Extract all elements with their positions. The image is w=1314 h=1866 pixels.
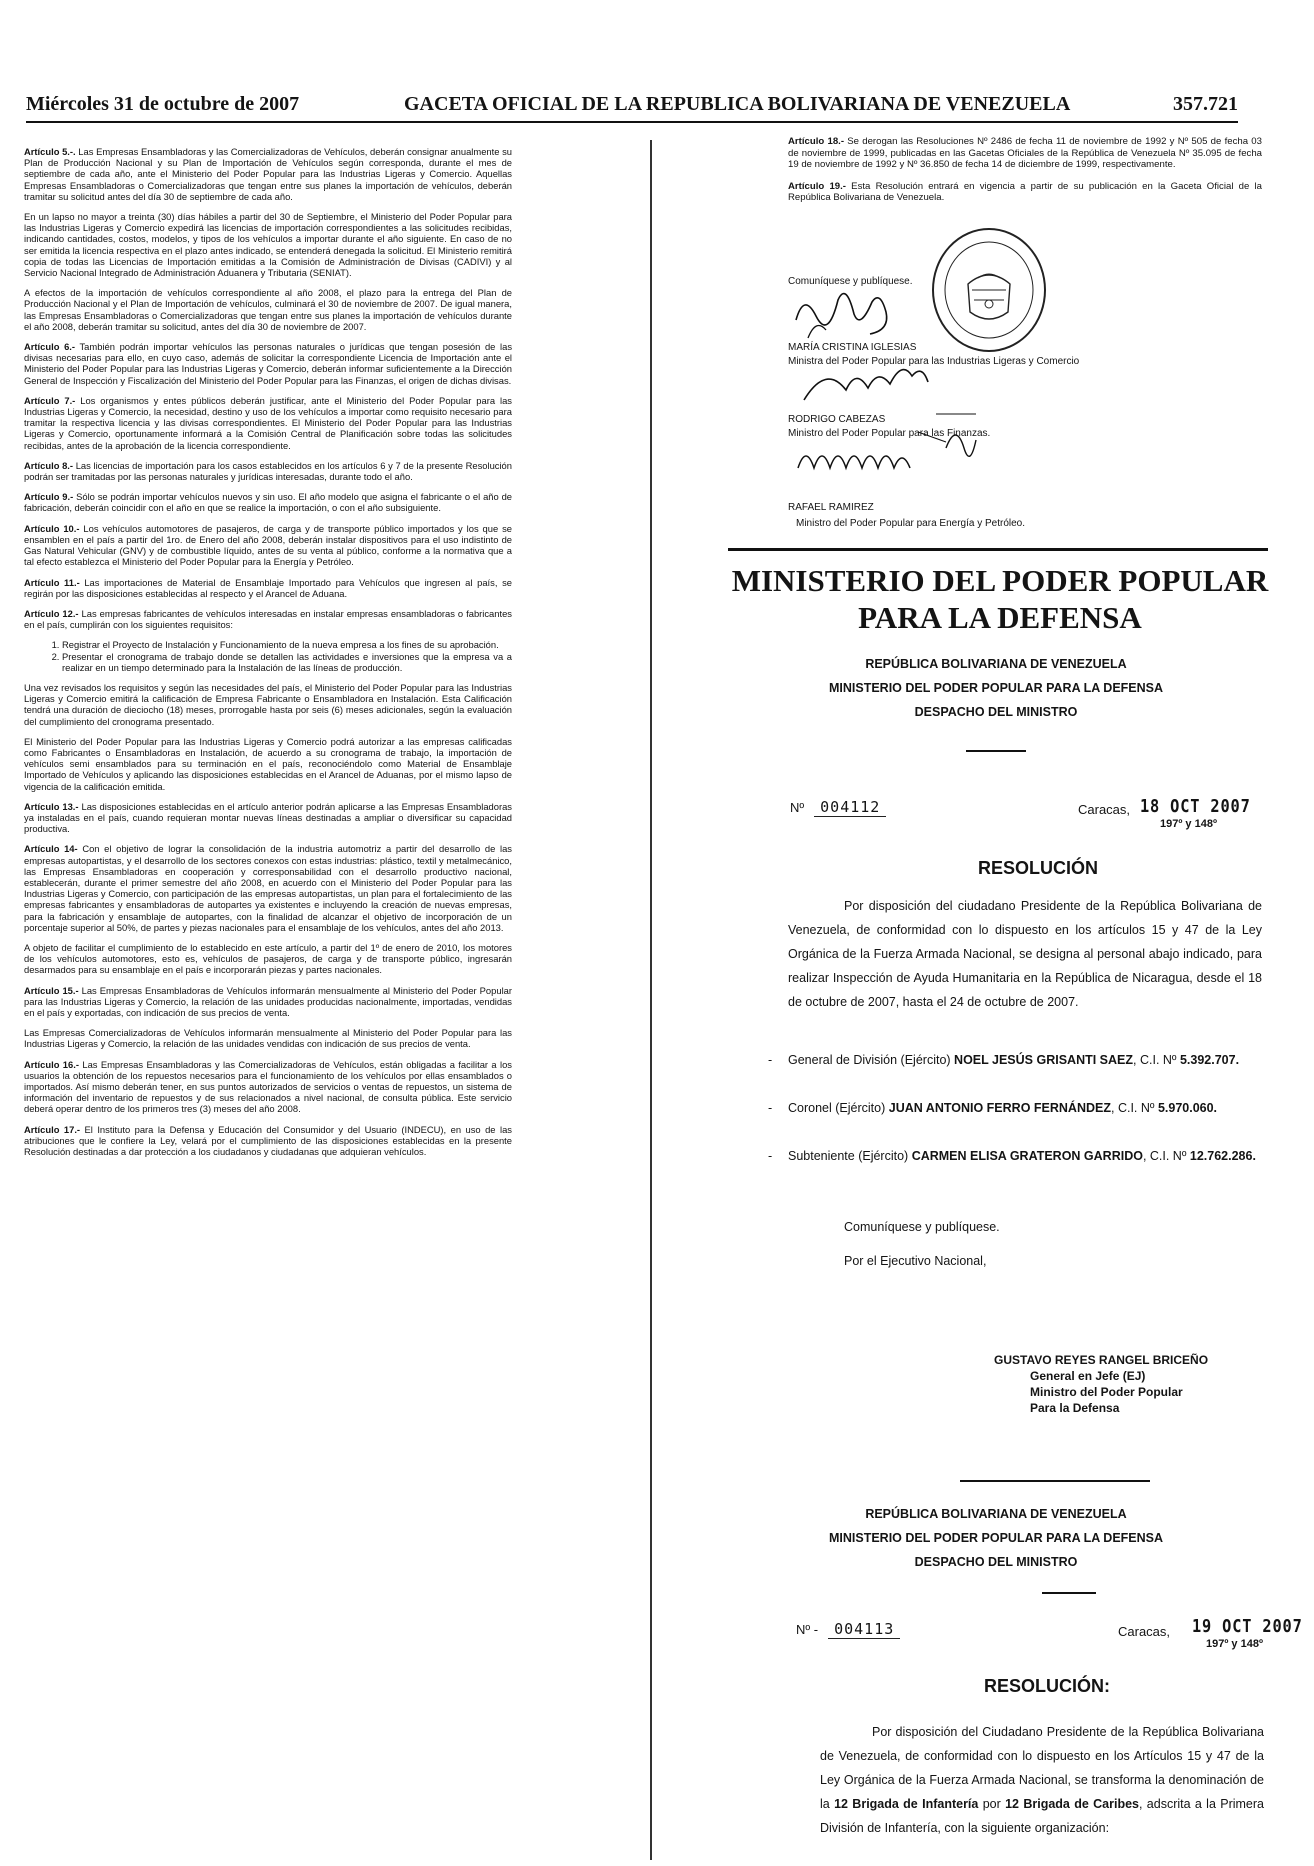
paragraph-2008: A efectos de la importación de vehículos correspondiente al año 2008, el plazo para la entrega del Plan de Producción Nacional y el Plan de Importación de vehículos, culminará el 30 de noviembre de 2007. De igual manera, las Empresas Ensambladoras o Comercializadoras que tengan entre sus planes la importación de vehículos durante el año 2008, deberán tramitar su solicitud, antes del día 30 de noviembre de 2007. [24,287,512,332]
res2-heading [746,1502,1246,1574]
article-8: Artículo 8.- Las licencias de importación para los casos establecidos en los artículos 6 y 7 de la presente Resolución podrán ser tramitadas por las personas naturales y jurídicas interesadas, durante todo el año. [24,459,512,483]
res1-number [790,798,886,817]
article-17: Artículo 17.- El Instituto para la Defensa y Educación del Consumidor y del Usuario (INDECU), en uso de las atribuciones que le confiere la Ley, velará por el cumplimiento de las disposiciones establecidas en la presente Resolución destinadas a dar protección a los ciudadanos y ciudadanas que adquieran vehículos. [24,1123,512,1158]
header-page-number: 357.721 [1173,93,1238,115]
res1-republic: REPÚBLICA BOLIVARIANA DE VENEZUELA [865,657,1127,671]
res1-years: 197º y 148º [1160,818,1217,830]
article-14: Artículo 14- Con el objetivo de lograr la consolidación de la industria automotriz a partir del desarrollo de las empresas autopartistas, y el desarrollo de los sectores conexos con estas industrias: plástico, textil y metalmecánico, las Empresas Ensambladoras en cooperación y corresponsabilidad con el desarrollo productivo nacional, establecerán, durante el primer semestre del año 2008, en acuerdo con el Ministerio del Poder Popular para las Industrias Ligeras y Comercio, con participación de las empresas autopartistas, un plan para el fortalecimiento de las empresas fabricantes y ensambladoras de autopartes ya existentes e incluyendo la creación de nuevas empresas, para la fabricación y ensamblaje de autopartes, con la finalidad de alcanzar el objetivo de incorporación de un porcentaje superior al 50%, de partes y piezas nacionales para el ensamblaje de los vehículos, antes del año 2013. [24,843,512,933]
signature-comuniquese: Comuníquese y publíquese. [788,276,913,287]
res1-short-rule [966,750,1026,752]
signature-3-title: Ministro del Poder Popular para Energía y Petróleo. [796,518,1026,529]
res2-date-stamp: 19 OCT 2007 [1192,1616,1303,1637]
article-10: Artículo 10.- Los vehículos automotores de pasajeros, de carga y de transporte público importados y los que se ensamblen en el país a partir del 1ro. de Enero del año 2008, deberán instalar dispositivos para el uso indistinto de Gas Natural Vehicular (GNV) y de combustible líquido, antes de su venta al público, conforme a la normativa que a tal efecto establezca el Ministerio del Poder Popular para la Energía y Petróleo. [24,522,512,568]
res1-closing-1: Comuníquese y publíquese. [844,1220,1000,1234]
res2-office: DESPACHO DEL MINISTRO [914,1555,1078,1569]
signature-3-name: RAFAEL RAMIREZ [788,502,874,513]
article-9: Artículo 9.- Sólo se podrán importar vehículos nuevos y sin uso. El año modelo que asigna el fabricante o el año de fabricación, deberán coincidir con el año en que se realice la importación, o con el año subsiguiente. [24,491,512,514]
article-12: Artículo 12.- Las empresas fabricantes de vehículos interesadas en instalar empresas ensambladoras o fabricantes en el país, cumplirán con los siguientes requisitos: [24,607,512,631]
article-5: Artículo 5.-. Las Empresas Ensambladoras y las Comercializadoras de Vehículos, deberán consignar anualmente su Plan de Producción Nacional y su Plan de Importación de Vehículos según corresponda, durante el mes de septiembre de cada año, ante el Ministerio del Poder Popular para las Industrias Ligeras y Comercio. Aquellas Empresas Ensambladoras o Comercializadoras que tengan entre sus planes la importación de vehículos, deberán tramitar su solicitud antes del día 30 de septiembre de cada año. [24,146,512,202]
right-column-top [788,136,1262,214]
res1-signer-rank: General en Jefe (EJ) [1030,1369,1146,1383]
res1-signer-post-2: Para la Defensa [1030,1401,1120,1415]
signature-1-name: MARÍA CRISTINA IGLESIAS [788,342,917,353]
article-19: Artículo 19.- Esta Resolución entrará en vigencia a partir de su publicación en la Gaceta Oficial de la República Bolivariana de Venezuela. [788,180,1262,204]
res1-ministry: MINISTERIO DEL PODER POPULAR PARA LA DEFENSA [828,681,1164,695]
paragraph-objeto: A objeto de facilitar el cumplimiento de lo establecido en este artículo, a partir del 1º de enero de 2010, los motores de los vehículos automotores, esto es, vehículos de pasajeros, de carga y de transporte público, ingresarán desarmados para su ensamblaje en el país e incorporarán piezas y partes nacionales. [24,941,512,976]
ministry-title: MINISTERIO DEL PODER POPULAR PARA LA DEFENSA [731,563,1269,635]
article-12-requirements [24,639,512,673]
signature-2-name: RODRIGO CABEZAS [788,414,886,425]
res2-number [796,1620,900,1639]
res2-ministry: MINISTERIO DEL PODER POPULAR PARA LA DEFENSA [828,1531,1164,1545]
signature-1-title: Ministra del Poder Popular para las Industrias Ligeras y Comercio [788,356,1080,367]
signature-area [786,272,1256,542]
res1-body: Por disposición del ciudadano Presidente de la República Bolivariana de Venezuela, de conformidad con lo dispuesto en los artículos 15 y 47 de la Ley Orgánica de la Fuerza Armada Nacional, se designa al personal abajo indicado, para realizar Inspección de Ayuda Humanitaria en la República de Nicaragua, desde el 18 de octubre de 2007, hasta el 24 de octubre de 2007. [788,899,1262,1009]
article-6: Artículo 6.- También podrán importar vehículos las personas naturales o jurídicas que tengan posesión de las divisas necesarias para ello, en cuyo caso, además de solicitar la correspondiente Licencia de Importación ante el Ministerio del Poder Popular para las Industrias Ligeras y Comercio, deberán informar suficientemente a la Dirección General de Inspección y Fiscalización del Ministerio del Poder Popular para las Finanzas, el origen de dichas divisas. [24,341,512,386]
res1-person-3: - Subteniente (Ejército) CARMEN ELISA GRATERON GARRIDO, C.I. Nº 12.762.286. [768,1149,1256,1163]
article-16: Artículo 16.- Las Empresas Ensambladoras y las Comercializadoras de Vehículos, están obligadas a facilitar a los usuarios la obtención de los repuestos necesarios para el funcionamiento de los vehículos por ellas ensamblados o importados. Así mismo deberán tener, en sus puntos autorizados de servicios o ventas de repuestos, un sistema de información del inventario de repuestos y de sus relacionados a nivel nacional, de consulta pública. Este servicio deberá operar dentro de los primeros tres (3) meses del año 2008. [24,1058,512,1115]
res2-body: Por disposición del Ciudadano Presidente de la República Bolivariana de Venezuela, de conformidad con lo dispuesto en los Artículos 15 y 47 de la Ley Orgánica de la Fuerza Armada Nacional, se transforma la denominación de la 12 Brigada de Infantería por 12 Brigada de Caribes, adscrita a la Primera División de Infantería, con la siguiente organización: [820,1725,1264,1835]
list-item: 2. Presentar el cronograma de trabajo donde se detallen las actividades e inversiones que la empresa va a realizar en un tiempo determinado para la Instalación de las líneas de producción. [62,651,512,673]
article-18: Artículo 18.- Se derogan las Resoluciones Nº 2486 de fecha 11 de noviembre de 1992 y Nº 505 de fecha 03 de noviembre de 1999, publicadas en las Gacetas Oficiales de la República de Venezuela Nº 35.095 de fecha 19 de noviembre de 1992 y Nº 36.850 de fecha 14 de diciembre de 1999, respectivamente. [788,136,1262,171]
article-11: Artículo 11.- Las importaciones de Material de Ensamblaje Importado para Vehículos que ingresen al país, se regirán por las disposiciones establecidas al respecto y el Arancel de Aduana. [24,576,512,599]
res2-number-label: Nº - [796,1622,819,1637]
res1-number-value: 004112 [814,798,886,817]
paragraph-lapso: En un lapso no mayor a treinta (30) días hábiles a partir del 30 de Septiembre, el Ministerio del Poder Popular para las Industrias Ligeras y Comercio expedirá las licencias de importación correspondientes a las solicitudes recibidas, indicando cantidades, costos, modelos, y tipos de los vehículos a importar durante el año siguiente. En caso de no ser emitida la licencia respectiva en el plazo antes indicado, se entenderá denegada la solicitud. El Ministerio remitirá copia de todas las Licencias de Importación emitidas a la Comisión de Administración de Divisas (CADIVI) y al Servicio Nacional Integrado de Administración Aduanera y Tributaria (SENIAT). [24,211,512,279]
header-date: Miércoles 31 de octubre de 2007 [26,93,300,115]
article-13: Artículo 13.- Las disposiciones establecidas en el artículo anterior podrán aplicarse a las Empresas Ensambladoras ya instaladas en el país, cuando requieran montar nuevas líneas destinadas a ampliar o diversificar su capacidad productiva. [24,800,512,835]
list-item: 1. Registrar el Proyecto de Instalación y Funcionamiento de la nueva empresa a los fines de su aprobación. [62,639,512,650]
resolution-separator [960,1480,1150,1482]
page-header [26,93,1238,123]
paragraph-revisados: Una vez revisados los requisitos y según las necesidades del país, el Ministerio del Poder Popular para las Industrias Ligeras y Comercio emitirá la calificación de Empresa Fabricante o Ensambladora en Instalación. Esta Calificación tendrá una duración de dieciocho (18) meses, prorrogable hasta por seis (6) meses adicionales, según la evaluación del cumplimiento del cronograma presentado. [24,681,512,727]
res1-number-label: Nº [790,800,805,815]
res1-person-2: - Coronel (Ejército) JUAN ANTONIO FERRO FERNÁNDEZ, C.I. Nº 5.970.060. [768,1101,1218,1115]
header-gazette-title: GACETA OFICIAL DE LA REPUBLICA BOLIVARIANA DE VENEZUELA [404,93,1071,115]
res1-title: RESOLUCIÓN [978,858,1099,878]
res2-number-value: 004113 [828,1620,900,1639]
res1-person-1: - General de División (Ejército) NOEL JESÚS GRISANTI SAEZ, C.I. Nº 5.392.707. [768,1053,1240,1067]
res2-short-rule [1042,1592,1096,1594]
res1-heading [746,652,1246,724]
res2-republic: REPÚBLICA BOLIVARIANA DE VENEZUELA [865,1507,1127,1521]
res2-city: Caracas, [1118,1624,1171,1639]
res1-signer-name: GUSTAVO REYES RANGEL BRICEÑO [994,1353,1209,1367]
left-column [24,146,512,1858]
res1-closing-2: Por el Ejecutivo Nacional, [844,1254,987,1268]
paragraph-ministerio: El Ministerio del Poder Popular para las Industrias Ligeras y Comercio podrá autorizar a las empresas calificadas como Fabricantes o Ensambladoras en Instalación, de acuerdo a su cronograma de trabajo, la importación de vehículos semi ensamblados para su terminación en el país, reconociéndolo como Material de Ensamblaje Importado de Vehículos y aplicando las disposiciones establecidas en el Arancel de Aduanas, por el mismo lapso de vigencia de la calificación emitida. [24,735,512,792]
res1-signer-post: Ministro del Poder Popular [1030,1385,1183,1399]
article-7: Artículo 7.- Los organismos y entes públicos deberán justificar, ante el Ministerio del Poder Popular para las Industrias Ligeras y Comercio, la necesidad, destino y uso de los vehículos a importar como requisito necesario para tramitar la respectiva licencia y las divisas correspondientes. El Ministerio del Poder Popular para las Industrias Ligeras y Comercio, oportunamente informará a la Comisión Central de Planificación sobre todas las solicitudes recibidas, antes de la aprobación de la licencia correspondiente. [24,394,512,451]
res1-city: Caracas, [1078,802,1131,817]
res2-title: RESOLUCIÓN: [984,1676,1110,1696]
res1-date-stamp: 18 OCT 2007 [1140,796,1251,817]
ministry-rule [728,548,1268,551]
res1-signature-block [994,1352,1264,1416]
paragraph-comercializadoras: Las Empresas Comercializadoras de Vehículos informarán mensualmente al Ministerio del Poder Popular para las Industrias Ligeras y Comercio, la relación de las unidades vendidas con indicación de sus precios de venta. [24,1027,512,1050]
res2-years: 197º y 148º [1206,1638,1263,1650]
column-divider [650,140,652,1860]
signature-2-title: Ministro del Poder Popular para las Finanzas. [788,428,991,439]
res1-office: DESPACHO DEL MINISTRO [914,705,1078,719]
article-15: Artículo 15.- Las Empresas Ensambladoras de Vehículos informarán mensualmente al Ministerio del Poder Popular para las Industrias Ligeras y Comercio, la relación de las unidades producidas nacionalmente, importadas, vendidas en el país y exportadas, con indicación de sus precios de venta. [24,984,512,1018]
